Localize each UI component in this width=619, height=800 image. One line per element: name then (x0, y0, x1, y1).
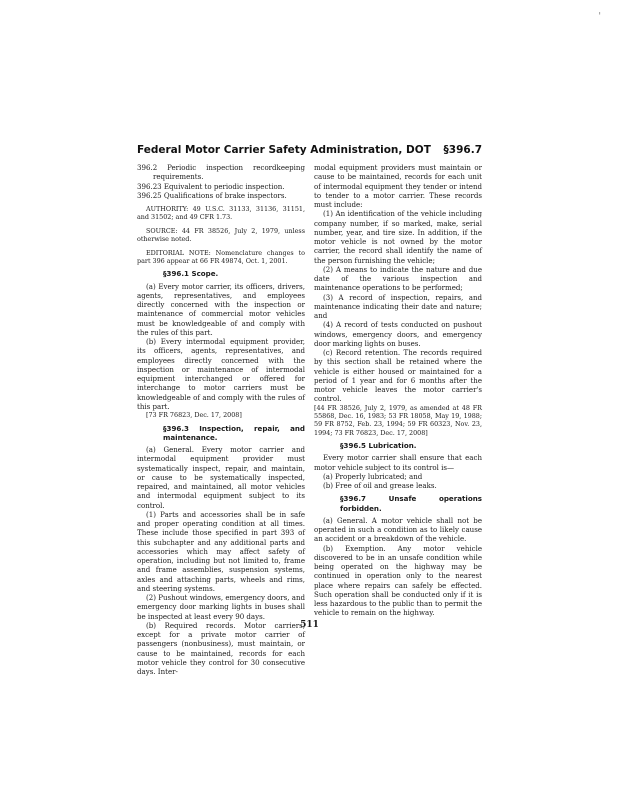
paragraph: (2) Pushout windows, emergency doors, and emergency door marking lights in buses shall be inspected at least every 90 days. (137, 593, 305, 621)
toc-entry: 396.2 Periodic inspection recordkeeping requirements. (137, 163, 305, 182)
paragraph: (b) Every intermodal equipment provider, its officers, agents, representatives, and employees directly concerned with the inspection or maintenance of intermodal equipment interchanged or offered for interchange to motor carriers must be knowledgeable of and comply with the rules of this part. (137, 337, 305, 411)
paragraph: (2) A means to indicate the nature and due date of the various inspection and maintenance operations to be performed; (314, 264, 482, 293)
left-column (137, 163, 305, 676)
header-section: §396.7 (443, 144, 482, 156)
source-citation: [44 FR 38526, July 2, 1979, as amended at 48 FR 55868, Dec. 16, 1983; 53 FR 18058, May 19, 1988; 59 FR 8752, Feb. 23, 1994; 59 FR 60323, Nov. 23, 1994; 73 FR 76823, Dec. 17, 2008] (314, 403, 482, 437)
paragraph: (1) Parts and accessories shall be in safe and proper operating condition at all times. These include those specified in part 393 of this subchapter and any additional parts and accessories which may affect safety of operation, including but not limited to, frame and frame assemblies, suspension systems, axles and attaching parts, wheels and rims, and steering systems. (137, 509, 305, 593)
running-header (137, 144, 482, 156)
source-note: SOURCE: 44 FR 38526, July 2, 1979, unless otherwise noted. (137, 226, 305, 244)
page-number: 511 (300, 620, 319, 630)
paragraph: (b) Required records. Motor carriers, except for a private motor carrier of passengers (nonbusiness), must maintain, or cause to be maintained, records for each motor vehicle they control for 30 consecutive days. Inter- (137, 620, 305, 677)
paragraph: (c) Record retention. The records required by this section shall be retained where the vehicle is either housed or maintained for a period of 1 year and for 6 months after the motor vehicle leaves the motor carrier's control. (314, 348, 482, 404)
toc-entry: 396.25 Qualifications of brake inspectors. (137, 190, 287, 200)
section-heading-396-7: §396.7 Unsafe operations forbidden. (340, 494, 482, 513)
table-of-contents (137, 163, 305, 200)
paragraph: (a) General. Every motor carrier and intermodal equipment provider must systematically inspect, repair, and maintain, or cause to be systematically inspected, repaired, and maintained, all motor vehicles and intermodal equipment subject to its control. (137, 445, 305, 510)
paragraph: (4) A record of tests conducted on pushout windows, emergency doors, and emergency door marking lights on buses. (314, 320, 482, 348)
paragraph: (b) Exemption. Any motor vehicle discovered to be in an unsafe condition while being operated on the highway may be continued in operation only to the nearest place where repairs can safely be effected. Such operation shall be conducted only if it is less hazardous to the public than to permit the vehicle to remain on the highway. (314, 543, 482, 618)
section-heading-396-3: §396.3 Inspection, repair, and maintenance. (163, 423, 305, 442)
header-title: Federal Motor Carrier Safety Administration, DOT (137, 144, 431, 156)
paragraph: (3) A record of inspection, repairs, and maintenance indicating their date and nature; and (314, 292, 482, 320)
section-heading-396-5: §396.5 Lubrication. (340, 441, 417, 451)
authority-note: AUTHORITY: 49 U.S.C. 31133, 31136, 31151, and 31502; and 49 CFR 1.73. (137, 205, 305, 222)
source-citation: [73 FR 76823, Dec. 17, 2008] (146, 411, 242, 420)
scan-corner-mark: ' (598, 12, 601, 22)
paragraph: (a) General. A motor vehicle shall not be operated in such a condition as to likely cause an accident or a breakdown of the vehicle. (314, 515, 482, 544)
section-heading-396-1: §396.1 Scope. (163, 269, 219, 279)
paragraph: (b) Free of oil and grease leaks. (323, 481, 437, 491)
paragraph: (a) Properly lubricated; and (323, 471, 423, 481)
editorial-note: EDITORIAL NOTE: Nomenclature changes to part 396 appear at 66 FR 49874, Oct. 1, 2001. (137, 248, 305, 266)
paragraph: (a) Every motor carrier, its officers, drivers, agents, representatives, and employees directly concerned with the inspection or maintenance of commercial motor vehicles must be knowledgeable of and comply with the rules of this part. (137, 281, 305, 337)
toc-entry: 396.23 Equivalent to periodic inspection. (137, 181, 285, 191)
paragraph: modal equipment providers must maintain or cause to be maintained, records for each unit of intermodal equipment they tender or intend to tender to a motor carrier. These records must include: (314, 163, 482, 209)
paragraph: Every motor carrier shall ensure that each motor vehicle subject to its control is— (314, 453, 482, 472)
paragraph: (1) An identification of the vehicle including company number, if so marked, make, serial number, year, and tire size. In addition, if the motor vehicle is not owned by the motor carrier, the record shall identify the name of the person furnishing the vehicle; (314, 209, 482, 265)
right-column (314, 163, 482, 618)
